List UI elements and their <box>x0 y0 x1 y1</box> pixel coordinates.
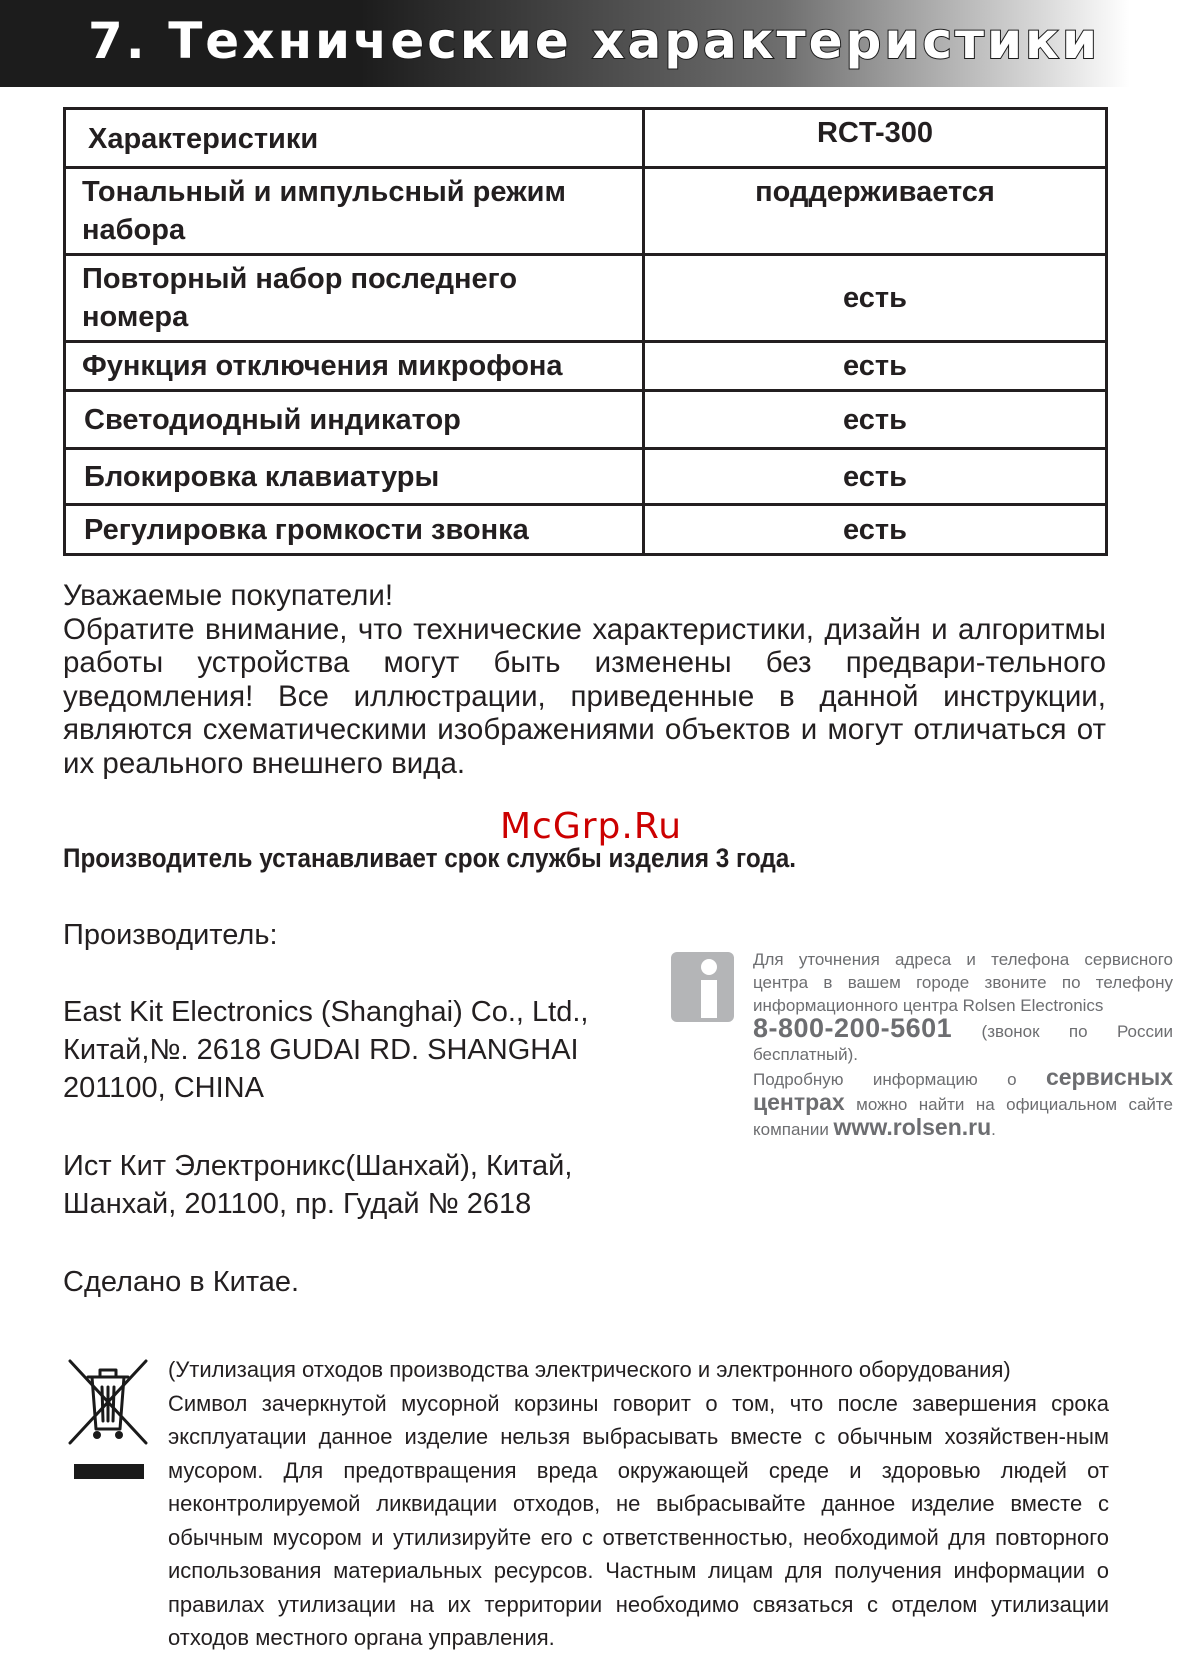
info-more-prefix: Подробную информацию о <box>753 1070 1017 1089</box>
value-cell: есть <box>644 255 1107 342</box>
info-period: . <box>991 1120 996 1139</box>
value-cell: есть <box>644 342 1107 391</box>
feature-cell: Тональный и импульсный режим набора <box>65 168 644 255</box>
table-header-row <box>65 109 1107 168</box>
feature-cell: Повторный набор последнего номера <box>65 255 644 342</box>
watermark: McGrp.Ru <box>500 806 683 847</box>
weee-disposal-text <box>168 1353 1109 1655</box>
value-cell: поддерживается <box>644 168 1107 255</box>
manufacturer-label: Производитель: <box>63 919 278 951</box>
specifications-table <box>63 107 1108 556</box>
feature-cell: Светодиодный индикатор <box>65 391 644 449</box>
feature-cell: Регулировка громкости звонка <box>65 505 644 555</box>
phone-note: (звонок по России бесплатный). <box>753 1022 1173 1064</box>
info-more-middle: можно найти на официальном сайте компании <box>753 1095 1173 1139</box>
table-row <box>65 342 1107 391</box>
table-row <box>65 391 1107 449</box>
feature-cell: Функция отключения микрофона <box>65 342 644 391</box>
notice-greeting: Уважаемые покупатели! <box>63 579 394 612</box>
table-row <box>65 168 1107 255</box>
table-row <box>65 505 1107 555</box>
table-row <box>65 449 1107 505</box>
value-cell: есть <box>644 449 1107 505</box>
service-info-box <box>753 948 1173 1141</box>
crossed-out-bin-icon <box>66 1357 150 1447</box>
manufacturer-address-en-line: Китай,№. 2618 GUDAI RD. SHANGHAI <box>63 1034 579 1066</box>
website-link[interactable]: www.rolsen.ru <box>833 1114 992 1140</box>
made-in-china: Сделано в Китае. <box>63 1266 300 1298</box>
hotline-phone: 8-800-200-5601 <box>753 1013 953 1043</box>
feature-cell: Блокировка клавиатуры <box>65 449 644 505</box>
manufacturer-address-ru-line: Шанхай, 201100, пр. Гудай № 2618 <box>63 1188 532 1220</box>
service-life-statement: Производитель устанавливает срок службы изделия 3 года. <box>63 843 797 873</box>
section-header-bar <box>0 0 1191 87</box>
notice-body: Обратите внимание, что технические характеристики, дизайн и алгоритмы работы устройства могут быть изменены без предвари-тельного уведомления! Все иллюстрации, приведенные в данной инструкции, являются схематическими изображениями объектов и могут отличаться от их реального внешнего вида. <box>63 612 1106 780</box>
manufacturer-address-ru-line: Ист Кит Электроникс(Шанхай), Китай, <box>63 1150 573 1182</box>
section-title: 7. Технические характеристики <box>88 12 1100 70</box>
manufacturer-address-en-line: East Kit Electronics (Shanghai) Co., Ltd., <box>63 996 589 1028</box>
table-row <box>65 255 1107 342</box>
value-cell: есть <box>644 391 1107 449</box>
header-cell-model: RCT-300 <box>644 109 1107 168</box>
customer-notice <box>63 579 1106 780</box>
disposal-body: Символ зачеркнутой мусорной корзины говорит о том, что после завершения срока эксплуатации данное изделие нельзя выбрасывать вместе с обычным хозяйствен-ным мусором. Для предотвращения вреда окружающей среде и здоровью людей от неконтролируемой ликвидации отходов, не выбрасывайте данное изделие вместе с обычным мусором и утилизируйте его с ответственностью, необходимой для повторного использования материальных ресурсов. Частным лицам для получения информации о правилах утилизации на их территории необходимо связаться с отделом утилизации отходов местного органа управления. <box>168 1390 1109 1650</box>
header-cell-characteristics: Характеристики <box>65 109 644 168</box>
recycle-underline-bar <box>74 1464 144 1479</box>
disposal-title: (Утилизация отходов производства электрического и электронного оборудования) <box>168 1357 1011 1382</box>
info-intro: Для уточнения адреса и телефона сервисного центра в вашем городе звоните по телефону информационного центра Rolsen Electronics <box>753 950 1173 1015</box>
manufacturer-address-en-line: 201100, CHINA <box>63 1072 264 1104</box>
value-cell: есть <box>644 505 1107 555</box>
info-icon <box>671 952 734 1022</box>
service-centers-text: сервисных центрах <box>753 1064 1173 1115</box>
